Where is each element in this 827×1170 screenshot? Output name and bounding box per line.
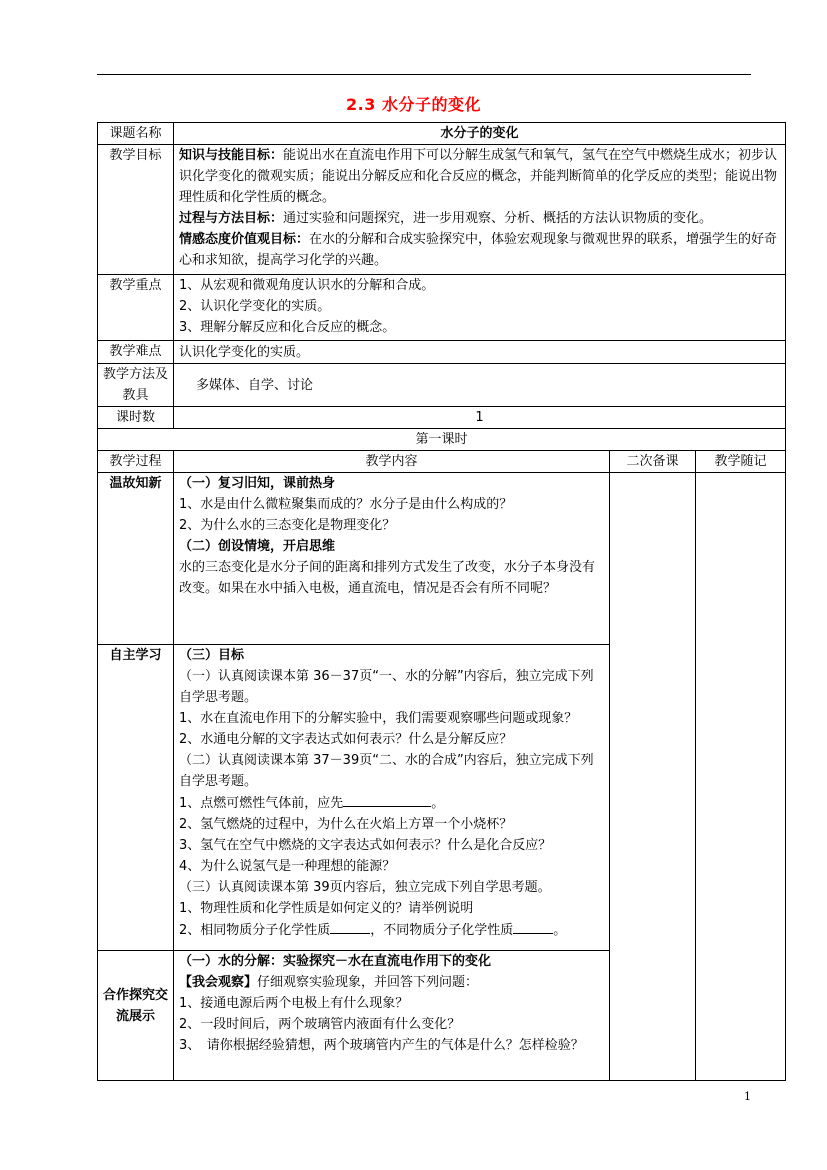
self-study-part-a-head: （一）认真阅读课本第 36－37页“一、水的分解”内容后，独立完成下列自学思考题。 (179, 669, 594, 705)
review-row (98, 473, 786, 645)
explore-question-1: 1、接通电源后两个电极上有什么现象？ (179, 996, 409, 1011)
self-study-c2 (179, 919, 604, 941)
process-goal (179, 208, 780, 229)
goals-label: 教学目标 (98, 145, 174, 275)
explore-label: 合作探究交流展示 (98, 951, 174, 1081)
c2-suffix: 。 (553, 923, 567, 938)
difficulty-label: 教学难点 (98, 341, 174, 364)
goals-row (98, 145, 786, 275)
key-point-item: 2、认识化学变化的实质。 (179, 299, 331, 314)
header-second-prep: 二次备课 (610, 451, 696, 473)
review-heading-2: （二）创设情境，开启思维 (179, 539, 336, 554)
observe-text: 仔细观察实验现象，并回答下列问题： (257, 975, 479, 990)
emotion-goal-head: 情感态度价值观目标： (179, 232, 310, 247)
explore-question-3: 3、 请你根据经验猜想，两个玻璃管内产生的气体是什么？怎样检验？ (179, 1038, 584, 1053)
self-study-c1: 1、物理性质和化学性质是如何定义的？请举例说明 (179, 901, 474, 916)
goals-content (174, 145, 786, 275)
topic-row (98, 123, 786, 145)
c2-blank-1 (330, 919, 370, 934)
explore-content (174, 951, 610, 1081)
key-points-label: 教学重点 (98, 275, 174, 341)
methods-row (98, 364, 786, 407)
page-number: 1 (744, 1090, 751, 1103)
explore-question-2: 2、一段时间后，两个玻璃管内液面有什么变化？ (179, 1017, 461, 1032)
observe-head: 【我会观察】 (179, 975, 258, 990)
review-question-1: 1、水是由什么微粒聚集而成的？水分子是由什么构成的？ (179, 497, 513, 512)
b1-suffix: 。 (431, 796, 445, 811)
key-points-row (98, 275, 786, 341)
second-prep-cell (610, 473, 696, 1081)
self-study-heading: （三）目标 (179, 648, 245, 663)
self-study-content (174, 645, 610, 951)
period-row (98, 429, 786, 451)
difficulty-value: 认识化学变化的实质。 (174, 341, 786, 364)
b1-blank (343, 792, 431, 807)
hours-label: 课时数 (98, 407, 174, 429)
document-title: 2.3 水分子的变化 (346, 95, 481, 114)
header-notes: 教学随记 (696, 451, 786, 473)
self-study-b3: 3、氢气在空气中燃烧的文字表达式如何表示？什么是化合反应？ (179, 838, 552, 853)
review-content (174, 473, 610, 645)
header-process: 教学过程 (98, 451, 174, 473)
review-heading-1: （一）复习旧知，课前热身 (179, 476, 336, 491)
topic-value: 水分子的变化 (174, 123, 786, 145)
explore-observe (179, 972, 604, 993)
review-paragraph: 水的三态变化是水分子间的距离和排列方式发生了改变，水分子本身没有改变。如果在水中插入电极，通直流电，情况是否会有所不同呢？ (179, 560, 596, 596)
key-point-item: 1、从宏观和微观角度认识水的分解和合成。 (179, 278, 435, 293)
key-points-content (174, 275, 786, 341)
notes-cell (696, 473, 786, 1081)
review-label: 温故知新 (98, 473, 174, 645)
c2-middle: ，不同物质分子化学性质 (370, 923, 514, 938)
difficulty-row (98, 341, 786, 364)
header-rule (97, 74, 751, 75)
self-study-label: 自主学习 (98, 645, 174, 951)
methods-value: 多媒体、自学、讨论 (174, 364, 786, 407)
column-header-row (98, 451, 786, 473)
explore-heading: （一）水的分解：实验探究－水在直流电作用下的变化 (179, 954, 492, 969)
topic-label: 课题名称 (98, 123, 174, 145)
c2-prefix: 2、相同物质分子化学性质 (179, 923, 331, 938)
self-study-part-b-head: （二）认真阅读课本第 37－39页“二、水的合成”内容后，独立完成下列自学思考题。 (179, 753, 594, 789)
header-content: 教学内容 (174, 451, 610, 473)
process-goal-text: 通过实验和问题探究，进一步用观察、分析、概括的方法认识物质的变化。 (283, 211, 713, 226)
emotion-goal-text: 在水的分解和合成实验探究中，体验宏观现象与微观世界的联系，增强学生的好奇心和求知欲，提高学习化学的兴趣。 (179, 232, 778, 268)
self-study-b4: 4、为什么说氢气是一种理想的能源？ (179, 859, 396, 874)
period-label: 第一课时 (98, 429, 786, 451)
knowledge-goal-text: 能说出水在直流电作用下可以分解生成氢气和氧气，氢气在空气中燃烧生成水；初步认识化学变化的微观实质；能说出分解反应和化合反应的概念，并能判断简单的化学反应的类型；能说出物理性质和化学性质的概念。 (179, 148, 778, 205)
b1-prefix: 1、点燃可燃性气体前，应先 (179, 796, 344, 811)
self-study-b1 (179, 792, 604, 814)
self-study-a2: 2、水通电分解的文字表达式如何表示？什么是分解反应？ (179, 732, 513, 747)
methods-label: 教学方法及教具 (98, 364, 174, 407)
knowledge-goal-head: 知识与技能目标： (179, 148, 284, 163)
review-question-2: 2、为什么水的三态变化是物理变化？ (179, 518, 396, 533)
key-point-item: 3、理解分解反应和化合反应的概念。 (179, 320, 396, 335)
process-goal-head: 过程与方法目标： (179, 211, 284, 226)
self-study-b2: 2、氢气燃烧的过程中，为什么在火焰上方罩一个小烧杯？ (179, 817, 513, 832)
knowledge-goal (179, 145, 780, 208)
self-study-a1: 1、水在直流电作用下的分解实验中，我们需要观察哪些问题或现象？ (179, 711, 578, 726)
self-study-part-c-head: （三）认真阅读课本第 39页内容后，独立完成下列自学思考题。 (179, 880, 551, 895)
lesson-plan-table (97, 122, 786, 1081)
c2-blank-2 (513, 919, 553, 934)
emotion-goal (179, 229, 780, 271)
hours-value: 1 (174, 407, 786, 429)
hours-row (98, 407, 786, 429)
